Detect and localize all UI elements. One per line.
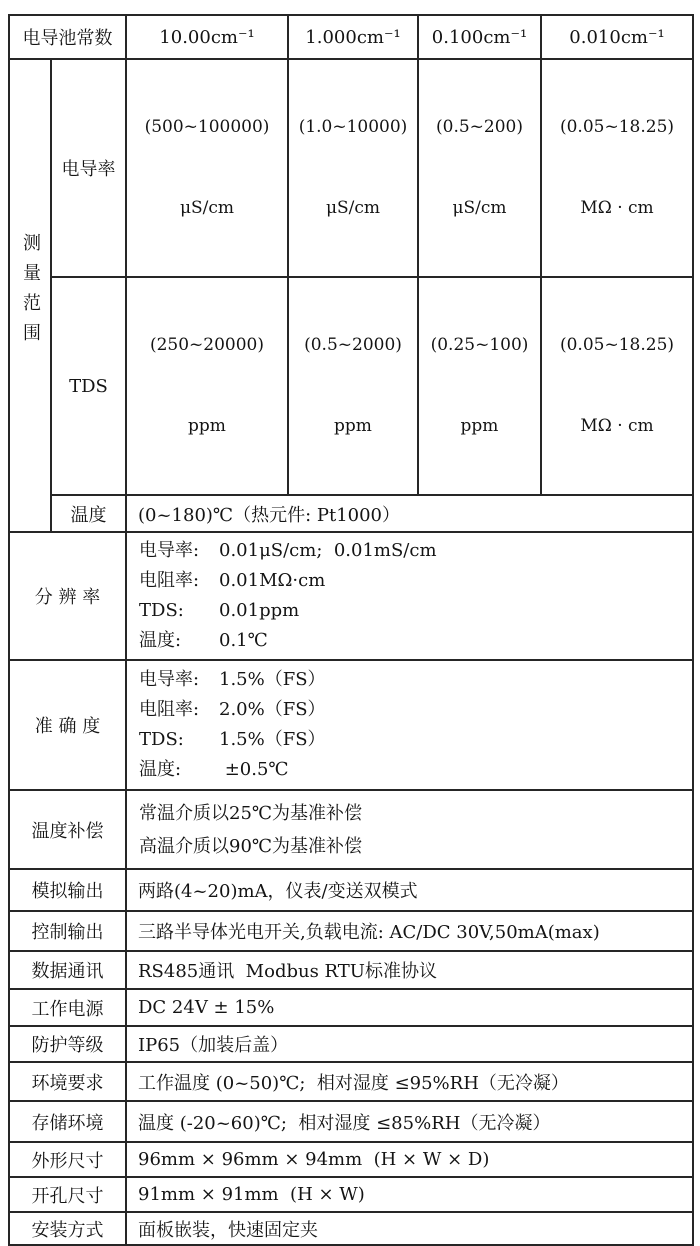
measure-range-group-label: 测量范围 (20, 233, 41, 353)
cell-constant-value-1: 10.00cm⁻¹ (126, 15, 288, 59)
row-environment-requirements (9, 1062, 693, 1101)
row-mounting-method (9, 1212, 693, 1245)
row-cutout-dimensions (9, 1177, 693, 1212)
tds-range-3: (0.25~100) ppm (418, 277, 541, 495)
control-output-label: 控制输出 (9, 911, 126, 951)
row-conductivity-range (9, 59, 693, 277)
power-supply-value: DC 24V ± 15% (126, 989, 693, 1026)
mounting-method-value: 面板嵌装，快速固定夹 (126, 1212, 693, 1245)
row-storage-environment (9, 1101, 693, 1142)
control-output-value: 三路半导体光电开关,负载电流: AC/DC 30V,50mA(max) (126, 911, 693, 951)
row-tds-range (9, 277, 693, 495)
storage-environment-label: 存储环境 (9, 1101, 126, 1142)
row-temp-compensation (9, 790, 693, 869)
row-cell-constant (9, 15, 693, 59)
tds-range-2: (0.5~2000) ppm (288, 277, 418, 495)
data-communication-value: RS485通讯 Modbus RTU标准协议 (126, 951, 693, 989)
resolution-values: 电导率: 0.01μS/cm; 0.01mS/cm 电阻率: 0.01MΩ·cm TDS: 0.01ppm 温度: 0.1℃ (126, 532, 693, 660)
row-resolution (9, 532, 693, 660)
temperature-range-value: (0~180)℃（热元件: Pt1000） (126, 495, 693, 532)
environment-requirements-label: 环境要求 (9, 1062, 126, 1101)
storage-environment-value: 温度 (-20~60)℃; 相对湿度 ≤85%RH（无冷凝） (126, 1101, 693, 1142)
row-analog-output (9, 869, 693, 911)
temp-compensation-label: 温度补偿 (9, 790, 126, 869)
tds-range-1: (250~20000) ppm (126, 277, 288, 495)
tds-label: TDS (51, 277, 126, 495)
mounting-method-label: 安装方式 (9, 1212, 126, 1245)
measure-range-group-cell (9, 59, 51, 532)
row-control-output (9, 911, 693, 951)
row-data-communication (9, 951, 693, 989)
row-power-supply (9, 989, 693, 1026)
outline-dimensions-label: 外形尺寸 (9, 1142, 126, 1177)
row-temperature-range (9, 495, 693, 532)
conductivity-range-4: (0.05~18.25) MΩ · cm (541, 59, 693, 277)
row-protection-rating (9, 1026, 693, 1062)
row-outline-dimensions (9, 1142, 693, 1177)
analog-output-value: 两路(4~20)mA，仪表/变送双模式 (126, 869, 693, 911)
outline-dimensions-value: 96mm × 96mm × 94mm (H × W × D) (126, 1142, 693, 1177)
resolution-label: 分 辨 率 (9, 532, 126, 660)
cell-constant-value-2: 1.000cm⁻¹ (288, 15, 418, 59)
cutout-dimensions-value: 91mm × 91mm (H × W) (126, 1177, 693, 1212)
power-supply-label: 工作电源 (9, 989, 126, 1026)
cell-constant-value-3: 0.100cm⁻¹ (418, 15, 541, 59)
temp-compensation-values: 常温介质以25℃为基准补偿 高温介质以90℃为基准补偿 (126, 790, 693, 869)
accuracy-label: 准 确 度 (9, 660, 126, 790)
row-accuracy (9, 660, 693, 790)
conductivity-range-1: (500~100000) μS/cm (126, 59, 288, 277)
temperature-label: 温度 (51, 495, 126, 532)
cutout-dimensions-label: 开孔尺寸 (9, 1177, 126, 1212)
analog-output-label: 模拟输出 (9, 869, 126, 911)
cell-constant-label: 电导池常数 (9, 15, 126, 59)
data-communication-label: 数据通讯 (9, 951, 126, 989)
protection-rating-label: 防护等级 (9, 1026, 126, 1062)
conductivity-range-2: (1.0~10000) μS/cm (288, 59, 418, 277)
cell-constant-value-4: 0.010cm⁻¹ (541, 15, 693, 59)
conductivity-range-3: (0.5~200) μS/cm (418, 59, 541, 277)
conductivity-label: 电导率 (51, 59, 126, 277)
accuracy-values: 电导率: 1.5%（FS） 电阻率: 2.0%（FS） TDS: 1.5%（FS） 温度: ±0.5℃ (126, 660, 693, 790)
tds-range-4: (0.05~18.25) MΩ · cm (541, 277, 693, 495)
spec-table (8, 14, 694, 1246)
protection-rating-value: IP65（加装后盖） (126, 1026, 693, 1062)
environment-requirements-value: 工作温度 (0~50)℃; 相对湿度 ≤95%RH（无冷凝） (126, 1062, 693, 1101)
